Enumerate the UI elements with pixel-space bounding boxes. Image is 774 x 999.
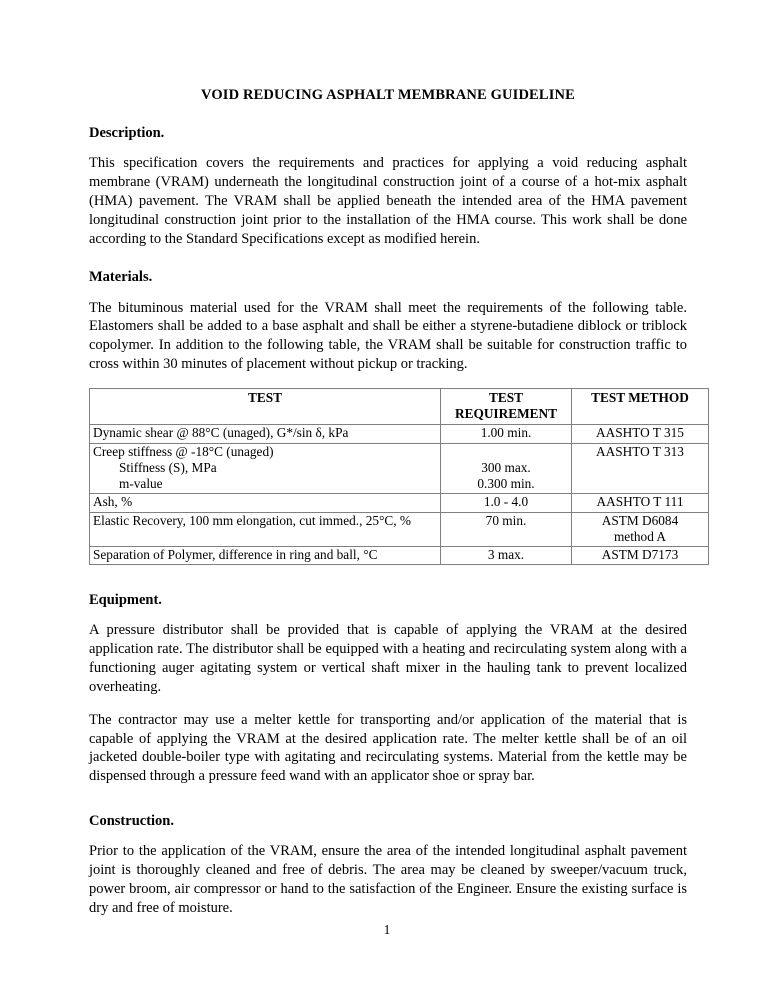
paragraph-materials: The bituminous material used for the VRAM shall meet the requirements of the following table. Elastomers shall be added to a base asphalt and shall be either a styrene-butadiene diblock or triblock copolymer. In addition to the following table, the VRAM shall be suitable for construction traffic to cross within 30 minutes of placement without pickup or tracking. <box>89 299 687 373</box>
cell-requirement-elastic-recovery: 70 min. <box>441 512 572 546</box>
cell-test-ash: Ash, % <box>90 494 441 512</box>
paragraph-equipment-2: The contractor may use a melter kettle for transporting and/or application of the material that is capable of applying the VRAM at the desired application rate. The melter kettle shall be of an oil jacketed double-boiler type with agitating and recirculating systems. Material from the kettle may be dispensed through a pressure feed wand with an applicator shoe or spray bar. <box>89 711 687 785</box>
table-header-row <box>90 388 709 424</box>
cell-requirement-creep-stiffness <box>441 443 572 494</box>
paragraph-construction: Prior to the application of the VRAM, ensure the area of the intended longitudinal asphalt pavement joint is thoroughly cleaned and free of debris. The area may be cleaned by sweeper/vacuum truck, power broom, air compressor or hand to the satisfaction of the Engineer. Ensure the existing surface is dry and free of moisture. <box>89 843 687 916</box>
cell-text-method-line1: ASTM D6084 <box>601 512 679 528</box>
page-number: 1 <box>383 922 391 937</box>
table-row <box>90 512 709 546</box>
document-body <box>89 86 687 932</box>
section-heading-construction: Construction. <box>89 813 174 830</box>
section-heading-equipment: Equipment. <box>89 592 162 609</box>
cell-requirement-ash: 1.0 - 4.0 <box>441 494 572 512</box>
table-row <box>90 546 709 564</box>
cell-text-requirement-stiffness: 300 max. <box>481 459 531 475</box>
cell-test-dynamic-shear: Dynamic shear @ 88°C (unaged), G*/sin δ, kPa <box>90 425 441 443</box>
cell-text-method-line2: method A <box>613 528 667 544</box>
cell-text-creep-stiffness-sub1: Stiffness (S), MPa <box>119 459 217 475</box>
column-header-requirement-line1: TEST <box>488 389 523 405</box>
column-header-test: TEST <box>90 388 441 424</box>
cell-method-elastic-recovery <box>572 512 709 546</box>
cell-text-creep-stiffness-main: Creep stiffness @ -18°C (unaged) <box>93 443 274 459</box>
paragraph-equipment-1: A pressure distributor shall be provided that is capable of applying the VRAM at the desired application rate. The distributor shall be equipped with a heating and recirculating system along with a functioning auger agitating system or vertical shaft mixer in the hauling tank to prevent localized overheating. <box>89 622 687 695</box>
cell-test-elastic-recovery: Elastic Recovery, 100 mm elongation, cut immed., 25°C, % <box>90 512 441 546</box>
paragraph-description: This specification covers the requirements and practices for applying a void reducing asphalt membrane (VRAM) underneath the longitudinal construction joint of a course of a hot-mix asphalt (HMA) pavement. The VRAM shall be applied beneath the intended area of the HMA pavement longitudinal construction joint prior to the installation of the HMA course. This work shall be done according to the Standard Specifications except as modified herein. <box>89 155 687 247</box>
page-title: VOID REDUCING ASPHALT MEMBRANE GUIDELINE <box>201 87 575 103</box>
cell-method-creep-stiffness: AASHTO T 313 <box>572 443 709 494</box>
cell-method-ash: AASHTO T 111 <box>572 494 709 512</box>
cell-text-creep-stiffness-sub2: m-value <box>119 476 163 492</box>
column-header-requirement-line2: REQUIREMENT <box>455 406 557 422</box>
table-row <box>90 425 709 443</box>
column-header-test-method: TEST METHOD <box>572 388 709 424</box>
cell-test-separation-of-polymer: Separation of Polymer, difference in ring and ball, °C <box>90 546 441 564</box>
cell-method-dynamic-shear: AASHTO T 315 <box>572 425 709 443</box>
table-row <box>90 494 709 512</box>
column-header-test-requirement <box>441 388 572 424</box>
specification-table <box>89 388 709 565</box>
section-heading-materials: Materials. <box>89 269 153 286</box>
cell-method-separation-of-polymer: ASTM D7173 <box>572 546 709 564</box>
cell-text-requirement-mvalue: 0.300 min. <box>477 476 535 492</box>
section-heading-description: Description. <box>89 125 165 142</box>
cell-requirement-separation-of-polymer: 3 max. <box>441 546 572 564</box>
cell-requirement-dynamic-shear: 1.00 min. <box>441 425 572 443</box>
cell-test-creep-stiffness <box>90 443 441 494</box>
table-row <box>90 443 709 494</box>
